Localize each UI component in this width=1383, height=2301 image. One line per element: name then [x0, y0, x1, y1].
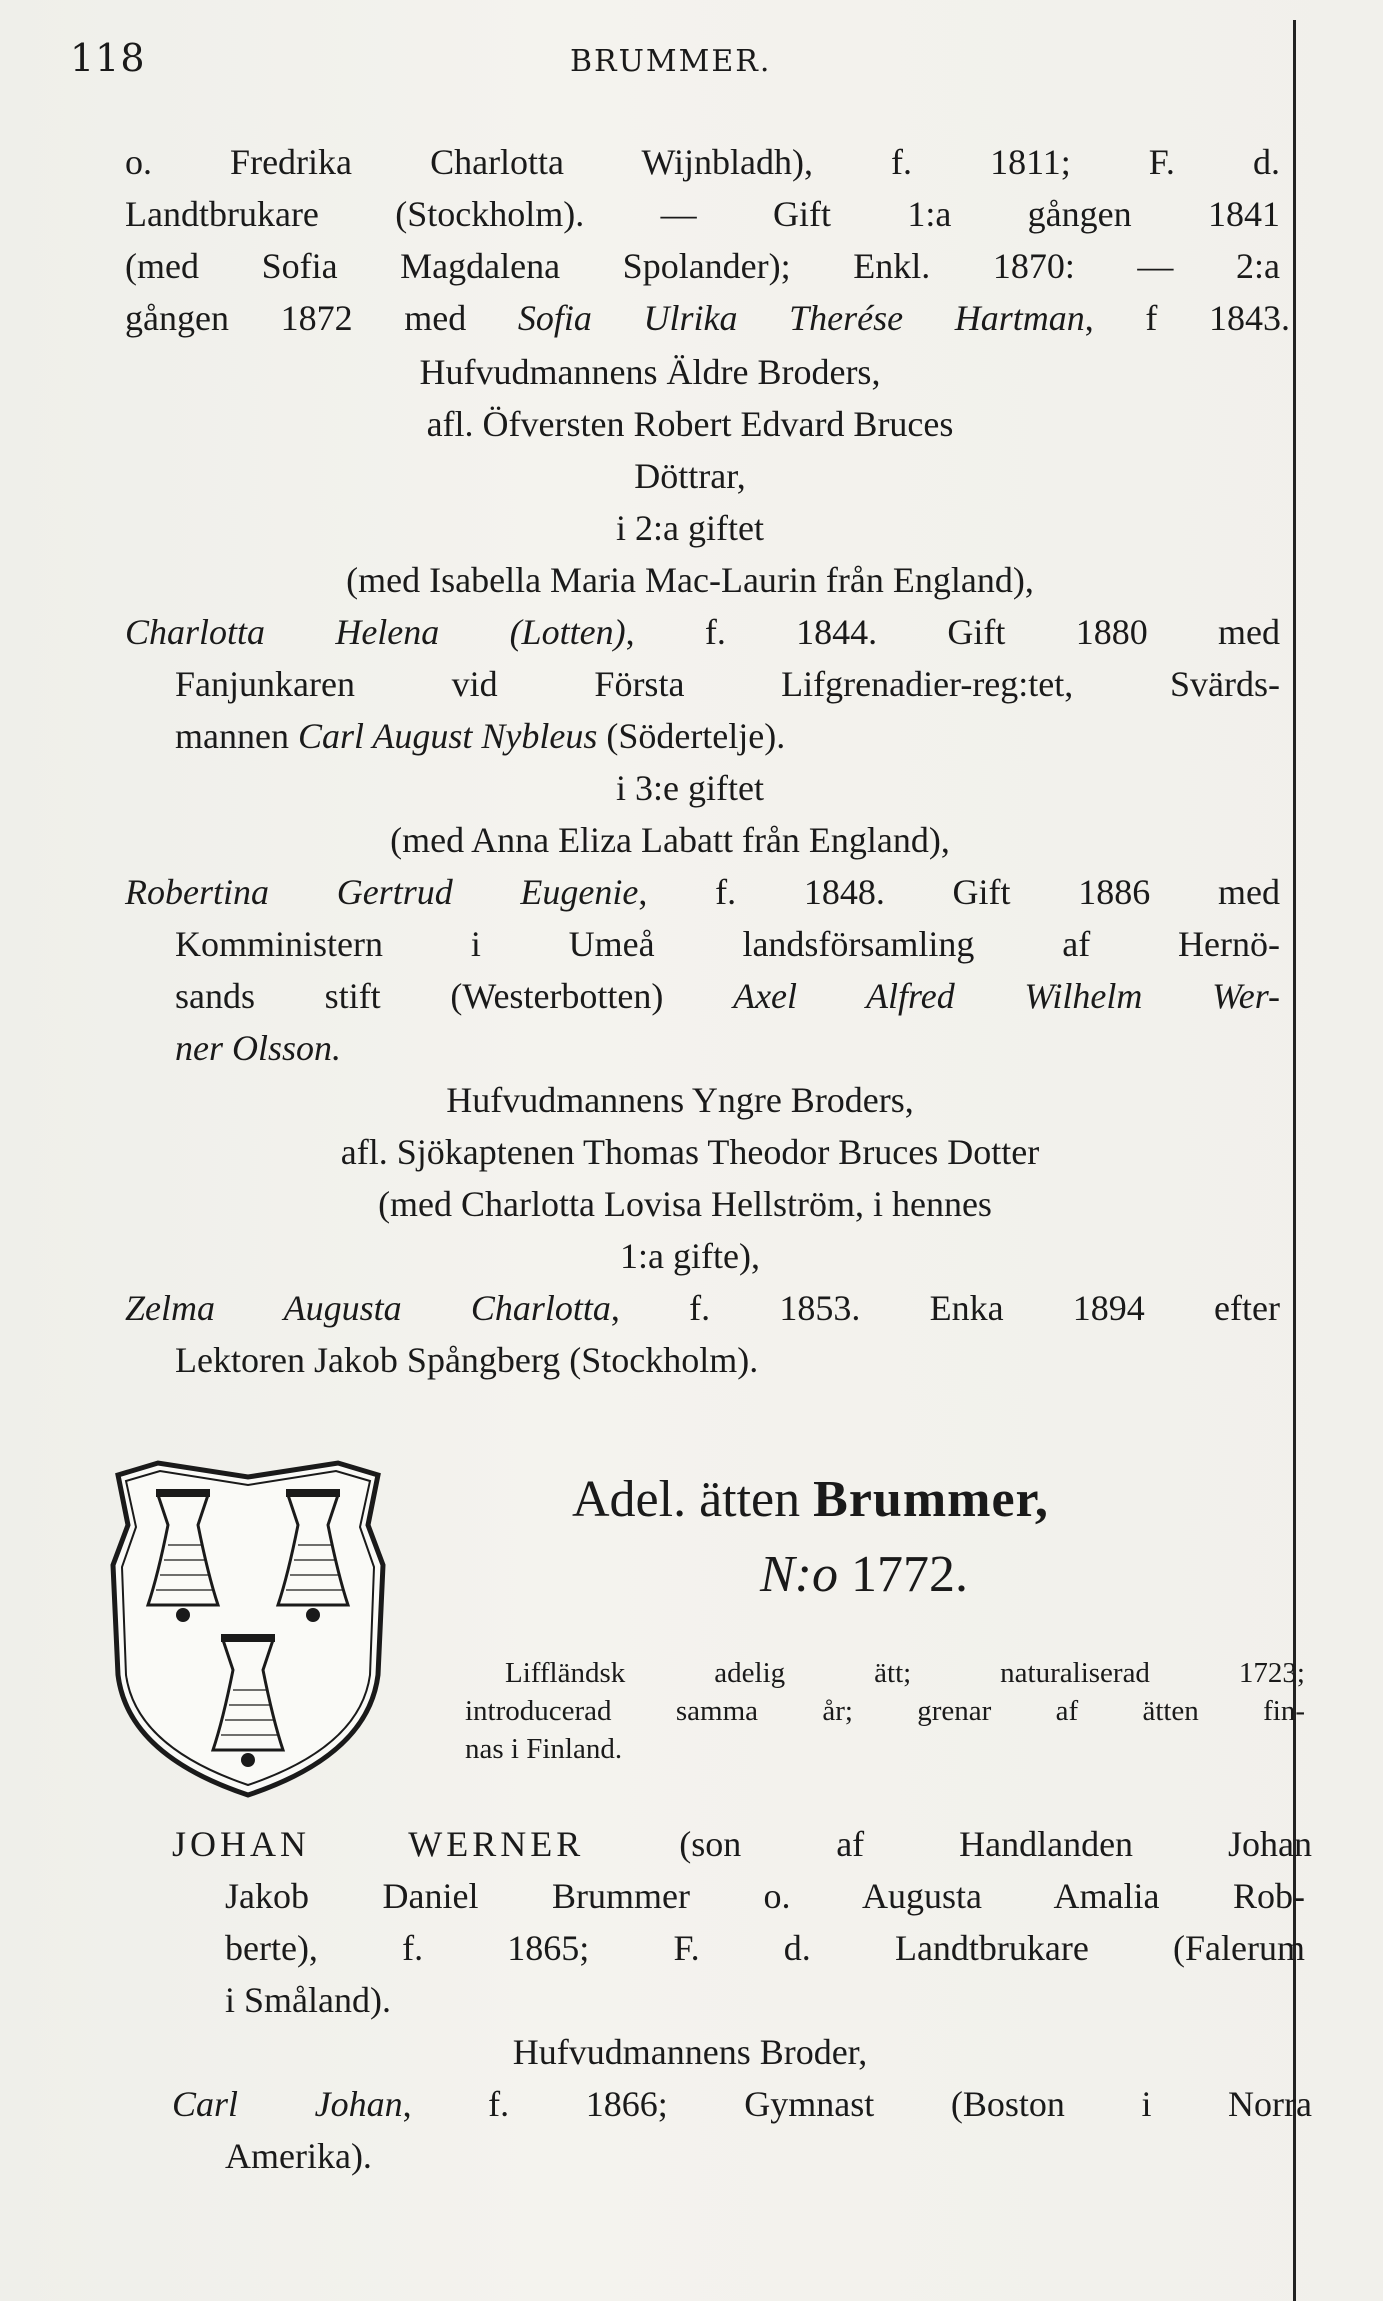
section-heading: Hufvudmannens Äldre Broders,	[419, 352, 881, 392]
person-name: Zelma Augusta Charlotta	[125, 1288, 611, 1328]
head-name: JOHAN WERNER	[172, 1824, 585, 1864]
family-description: nas i Finland.	[465, 1733, 623, 1765]
person-name: Axel Alfred Wilhelm Wer-	[733, 976, 1281, 1016]
section-heading: Hufvudmannens Yngre Broders,	[446, 1080, 914, 1120]
text-line: sands stift (Westerbotten) Axel Alfred Wilhelm Wer-	[175, 976, 1281, 1016]
section-heading: Hufvudmannens Broder,	[512, 2032, 868, 2072]
text-line: Lektoren Jakob Spångberg (Stockholm).	[175, 1340, 759, 1380]
text-line: Jakob Daniel Brummer o. Augusta Amalia Rob-	[225, 1876, 1305, 1916]
page-header	[70, 36, 1280, 86]
text-line: Zelma Augusta Charlotta, f. 1853. Enka 1894 efter	[125, 1288, 1280, 1328]
section-heading: (med Isabella Maria Mac-Laurin från England),	[346, 560, 1034, 600]
section-heading: 1:a gifte),	[620, 1236, 760, 1276]
section-heading: (med Anna Eliza Labatt från England),	[390, 820, 950, 860]
text-line: Amerika).	[225, 2136, 372, 2176]
section-heading: i 3:e giftet	[616, 768, 764, 808]
text-line: Charlotta Helena (Lotten), f. 1844. Gift 1880 med	[125, 612, 1280, 652]
page-number: 118	[70, 36, 146, 80]
text-line: Robertina Gertrud Eugenie, f. 1848. Gift 1886 med	[125, 872, 1280, 912]
text-line: Komministern i Umeå landsförsamling af Hernö-	[175, 924, 1280, 964]
text-line: ner Olsson.	[175, 1028, 342, 1068]
family-name: Brummer,	[813, 1471, 1049, 1528]
text-line: o. Fredrika Charlotta Wijnbladh), f. 1811; F. d.	[125, 142, 1280, 182]
text-line: Fanjunkaren vid Första Lifgrenadier-reg:tet, Svärds-	[175, 664, 1280, 704]
section-heading: (med Charlotta Lovisa Hellström, i hennes	[378, 1184, 992, 1224]
section-heading: i 2:a giftet	[616, 508, 764, 548]
section-heading: afl. Sjökaptenen Thomas Theodor Bruces Dotter	[340, 1132, 1040, 1172]
family-number: N:o 1772.	[760, 1546, 968, 1603]
text-line: (med Sofia Magdalena Spolander); Enkl. 1870: — 2:a	[125, 246, 1280, 286]
text-line: Landtbrukare (Stockholm). — Gift 1:a gången 1841	[125, 194, 1280, 234]
text-line: berte), f. 1865; F. d. Landtbrukare (Falerum	[225, 1928, 1305, 1968]
section-heading: afl. Öfversten Robert Edvard Bruces	[426, 404, 954, 444]
family-description: Lifflӓndsk adelig ätt; naturaliserad 1723;	[505, 1657, 1305, 1689]
person-name: Charlotta Helena (Lotten)	[125, 612, 626, 652]
running-head: BRUMMER.	[570, 44, 772, 79]
person-name: Robertina Gertrud Eugenie	[125, 872, 639, 912]
text-line: gången 1872 med Sofia Ulrika Therése Hartman, f 1843.	[125, 298, 1290, 338]
person-name: Carl Johan	[172, 2084, 403, 2124]
text-line: mannen Carl August Nybleus (Södertelje).	[175, 716, 786, 756]
text-line: JOHAN WERNER (son af Handlanden Johan	[172, 1824, 1312, 1864]
family-description: introducerad samma år; grenar af ätten fin-	[465, 1695, 1305, 1727]
family-title: Adel. ätten Brummer,	[572, 1471, 1049, 1528]
section-heading: Döttrar,	[634, 456, 746, 496]
text-line: i Småland).	[225, 1980, 391, 2020]
spouse-name: Sofia Ulrika Therése Hartman	[517, 298, 1085, 338]
coat-of-arms-icon	[98, 1455, 398, 1800]
text-line: Carl Johan, f. 1866; Gymnast (Boston i Norra	[172, 2084, 1312, 2124]
person-name: Carl August Nybleus	[297, 716, 598, 756]
